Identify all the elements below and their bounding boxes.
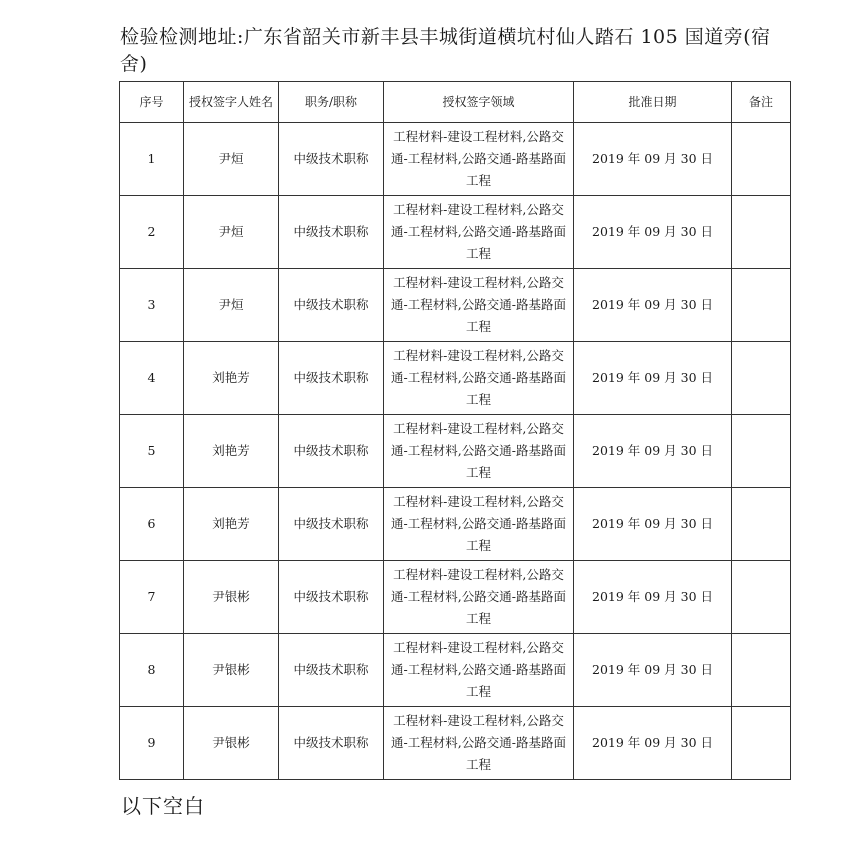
header-position-title: 职务/职称 bbox=[279, 82, 384, 123]
cell-remarks bbox=[732, 488, 791, 561]
cell-serial-no: 3 bbox=[120, 269, 184, 342]
cell-serial-no: 8 bbox=[120, 634, 184, 707]
cell-serial-no: 2 bbox=[120, 196, 184, 269]
table-row bbox=[120, 269, 791, 342]
cell-signatory-name: 尹银彬 bbox=[184, 634, 279, 707]
cell-signing-field: 工程材料-建设工程材料,公路交通-工程材料,公路交通-路基路面工程 bbox=[384, 342, 574, 415]
table-header-row bbox=[120, 82, 791, 123]
header-remarks: 备注 bbox=[732, 82, 791, 123]
cell-position-title: 中级技术职称 bbox=[279, 123, 384, 196]
cell-signing-field: 工程材料-建设工程材料,公路交通-工程材料,公路交通-路基路面工程 bbox=[384, 561, 574, 634]
cell-approval-date: 2019 年 09 月 30 日 bbox=[574, 342, 732, 415]
cell-signatory-name: 尹银彬 bbox=[184, 707, 279, 780]
cell-serial-no: 6 bbox=[120, 488, 184, 561]
cell-signatory-name: 尹烜 bbox=[184, 196, 279, 269]
signatory-table bbox=[119, 81, 791, 780]
cell-signatory-name: 刘艳芳 bbox=[184, 415, 279, 488]
header-serial-no: 序号 bbox=[120, 82, 184, 123]
cell-approval-date: 2019 年 09 月 30 日 bbox=[574, 123, 732, 196]
header-approval-date: 批准日期 bbox=[574, 82, 732, 123]
cell-position-title: 中级技术职称 bbox=[279, 561, 384, 634]
table-row bbox=[120, 415, 791, 488]
cell-position-title: 中级技术职称 bbox=[279, 707, 384, 780]
header-signatory-name: 授权签字人姓名 bbox=[184, 82, 279, 123]
cell-serial-no: 9 bbox=[120, 707, 184, 780]
table-row bbox=[120, 196, 791, 269]
table-row bbox=[120, 634, 791, 707]
cell-signatory-name: 尹银彬 bbox=[184, 561, 279, 634]
cell-signing-field: 工程材料-建设工程材料,公路交通-工程材料,公路交通-路基路面工程 bbox=[384, 123, 574, 196]
cell-approval-date: 2019 年 09 月 30 日 bbox=[574, 707, 732, 780]
cell-signatory-name: 刘艳芳 bbox=[184, 488, 279, 561]
table-row bbox=[120, 707, 791, 780]
table-row bbox=[120, 123, 791, 196]
inspection-address: 检验检测地址:广东省韶关市新丰县丰城街道横坑村仙人踏石 105 国道旁(宿舍) bbox=[120, 26, 771, 75]
cell-serial-no: 7 bbox=[120, 561, 184, 634]
cell-remarks bbox=[732, 123, 791, 196]
table-row bbox=[120, 488, 791, 561]
cell-remarks bbox=[732, 415, 791, 488]
cell-approval-date: 2019 年 09 月 30 日 bbox=[574, 561, 732, 634]
cell-signatory-name: 尹烜 bbox=[184, 269, 279, 342]
cell-signing-field: 工程材料-建设工程材料,公路交通-工程材料,公路交通-路基路面工程 bbox=[384, 269, 574, 342]
cell-position-title: 中级技术职称 bbox=[279, 269, 384, 342]
cell-approval-date: 2019 年 09 月 30 日 bbox=[574, 196, 732, 269]
cell-signing-field: 工程材料-建设工程材料,公路交通-工程材料,公路交通-路基路面工程 bbox=[384, 707, 574, 780]
cell-remarks bbox=[732, 561, 791, 634]
cell-approval-date: 2019 年 09 月 30 日 bbox=[574, 269, 732, 342]
header-signing-field: 授权签字领域 bbox=[384, 82, 574, 123]
table-row bbox=[120, 561, 791, 634]
cell-serial-no: 1 bbox=[120, 123, 184, 196]
cell-signatory-name: 尹烜 bbox=[184, 123, 279, 196]
cell-remarks bbox=[732, 196, 791, 269]
cell-serial-no: 4 bbox=[120, 342, 184, 415]
cell-remarks bbox=[732, 634, 791, 707]
cell-approval-date: 2019 年 09 月 30 日 bbox=[574, 634, 732, 707]
blank-below-note: 以下空白 bbox=[121, 794, 205, 818]
cell-position-title: 中级技术职称 bbox=[279, 196, 384, 269]
cell-position-title: 中级技术职称 bbox=[279, 634, 384, 707]
cell-remarks bbox=[732, 269, 791, 342]
table-row bbox=[120, 342, 791, 415]
cell-position-title: 中级技术职称 bbox=[279, 488, 384, 561]
cell-signing-field: 工程材料-建设工程材料,公路交通-工程材料,公路交通-路基路面工程 bbox=[384, 196, 574, 269]
cell-signatory-name: 刘艳芳 bbox=[184, 342, 279, 415]
cell-signing-field: 工程材料-建设工程材料,公路交通-工程材料,公路交通-路基路面工程 bbox=[384, 415, 574, 488]
cell-approval-date: 2019 年 09 月 30 日 bbox=[574, 488, 732, 561]
cell-remarks bbox=[732, 707, 791, 780]
cell-remarks bbox=[732, 342, 791, 415]
cell-position-title: 中级技术职称 bbox=[279, 415, 384, 488]
cell-serial-no: 5 bbox=[120, 415, 184, 488]
cell-approval-date: 2019 年 09 月 30 日 bbox=[574, 415, 732, 488]
cell-position-title: 中级技术职称 bbox=[279, 342, 384, 415]
cell-signing-field: 工程材料-建设工程材料,公路交通-工程材料,公路交通-路基路面工程 bbox=[384, 634, 574, 707]
cell-signing-field: 工程材料-建设工程材料,公路交通-工程材料,公路交通-路基路面工程 bbox=[384, 488, 574, 561]
